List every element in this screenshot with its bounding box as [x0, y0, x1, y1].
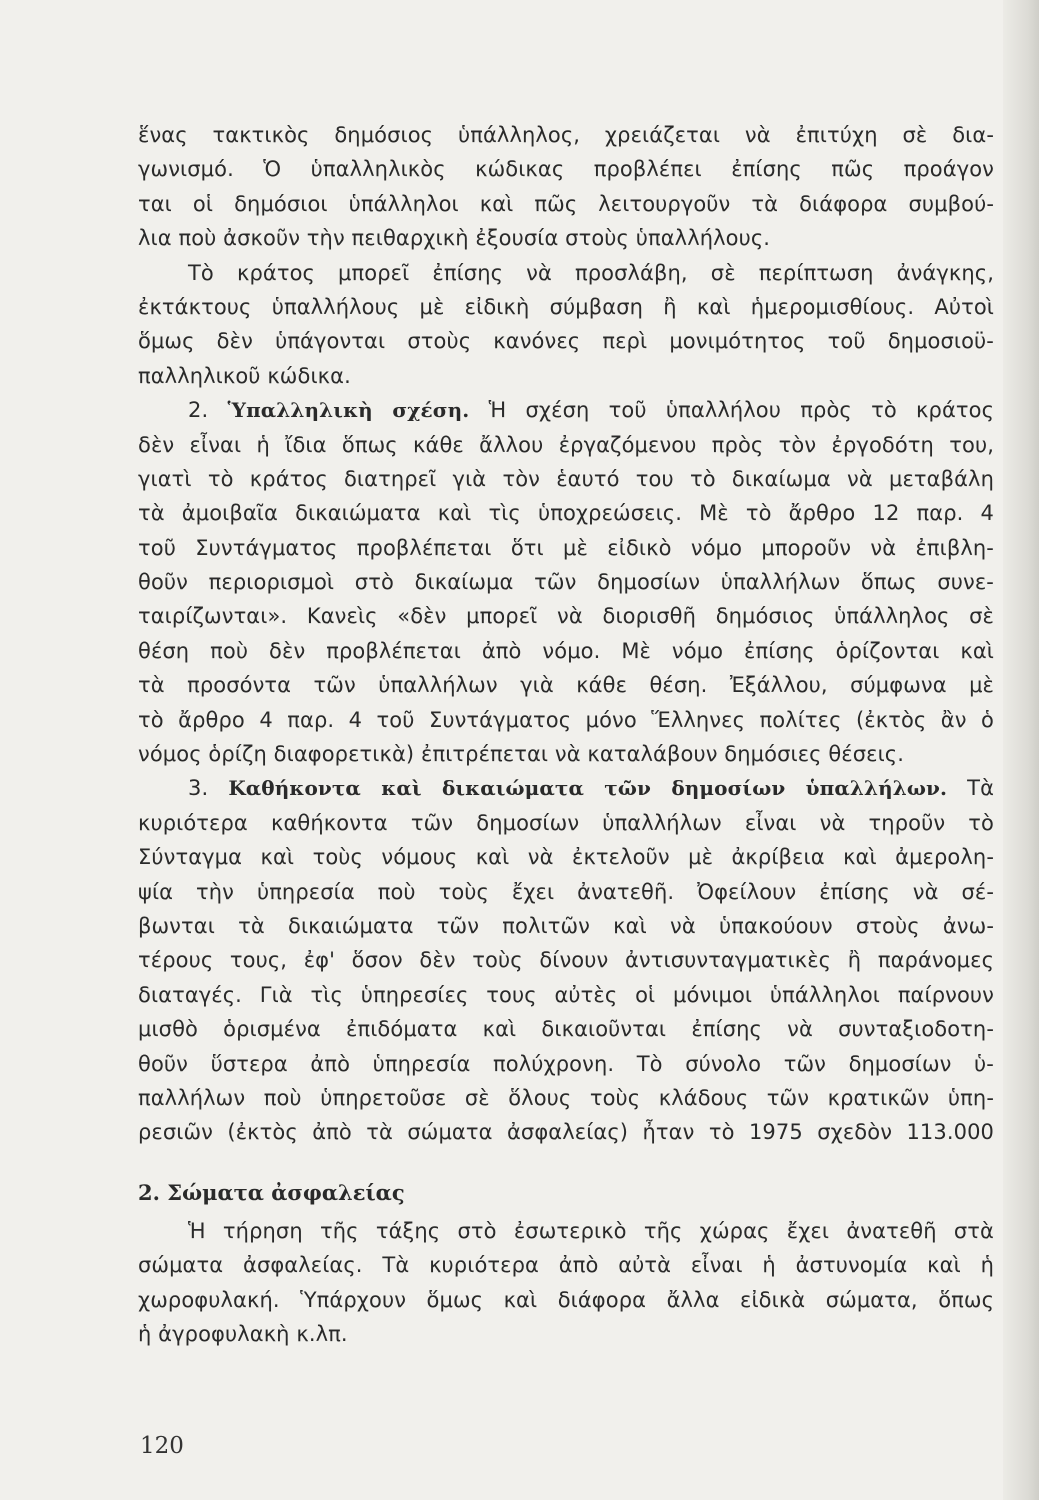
section-spacer — [138, 1150, 994, 1176]
text-line: τοῦ Συντάγματος προβλέπεται ὅτι μὲ εἰδικὸ νόμο μποροῦν νὰ ἐπιβλη- — [138, 535, 994, 560]
text-line: ται οἱ δημόσιοι ὑπάλληλοι καὶ πῶς λειτουργοῦν τὰ διάφορα συμβού- — [138, 191, 994, 216]
text-line: ψία τὴν ὑπηρεσία ποὺ τοὺς ἔχει ἀνατεθῆ. Ὀφείλουν ἐπίσης νὰ σέ- — [138, 879, 994, 904]
section-heading: 2. Σώματα ἀσφαλείας — [138, 1179, 405, 1205]
text-line: Ἡ τήρηση τῆς τάξης στὸ ἐσωτερικὸ τῆς χώρας ἔχει ἀνατεθῆ στὰ — [188, 1218, 994, 1243]
text-line: διαταγές. Γιὰ τὶς ὑπηρεσίες τους αὐτὲς οἱ μόνιμοι ὑπάλληλοι παίρνουν — [138, 982, 994, 1007]
paragraph-security-forces — [138, 1214, 994, 1352]
text-line: τὰ ἀμοιβαῖα δικαιώματα καὶ τὶς ὑποχρεώσεις. Μὲ τὸ ἄρθρο 12 παρ. 4 — [138, 501, 994, 526]
paragraph-duties-rights — [138, 771, 994, 1149]
text-line — [138, 393, 994, 427]
text-line: γιατὶ τὸ κράτος διατηρεῖ γιὰ τὸν ἑαυτό του τὸ δικαίωμα νὰ μεταβάλη — [138, 466, 994, 491]
text-line: Τὸ κράτος μπορεῖ ἐπίσης νὰ προσλάβη, σὲ περίπτωση ἀνάγκης, — [188, 260, 994, 285]
text-line: παλληλικοῦ κώδικα. — [138, 363, 351, 388]
paragraph — [138, 256, 994, 394]
text-run: Ἡ σχέση τοῦ ὑπαλλήλου πρὸς τὸ κράτος — [488, 398, 995, 423]
run-in-heading: Καθήκοντα καὶ δικαιώματα τῶν δημοσίων ὑπαλλήλων. — [228, 776, 948, 801]
text-run: Τὰ — [967, 776, 995, 801]
text-line: λια ποὺ ἀσκοῦν τὴν πειθαρχικὴ ἐξουσία στοὺς ὑπαλλήλους. — [138, 226, 771, 251]
page-number: 120 — [140, 1433, 184, 1459]
text-line: ταιρίζωνται». Κανεὶς «δὲν μπορεῖ νὰ διορισθῆ δημόσιος ὑπάλληλος σὲ — [138, 604, 994, 629]
paragraph — [138, 118, 994, 256]
paragraph-employee-relationship — [138, 393, 994, 771]
page-edge-shadow — [1003, 0, 1039, 1500]
page-text — [138, 118, 994, 1351]
text-line: ρεσιῶν (ἐκτὸς ἀπὸ τὰ σώματα ἀσφαλείας) ἦταν τὸ 1975 σχεδὸν 113.000 — [138, 1120, 994, 1145]
text-line: γωνισμό. Ὁ ὑπαλληλικὸς κώδικας προβλέπει ἐπίσης πῶς προάγον — [138, 157, 994, 182]
text-line: μισθὸ ὁρισμένα ἐπιδόματα καὶ δικαιοῦνται ἐπίσης νὰ συνταξιοδοτη- — [138, 1017, 994, 1042]
run-in-heading: Ὑπαλληλικὴ σχέση. — [227, 398, 470, 423]
paragraph-number: 3. — [188, 776, 209, 801]
text-line: βωνται τὰ δικαιώματα τῶν πολιτῶν καὶ νὰ ὑπακούουν στοὺς ἀνω- — [138, 913, 994, 938]
text-line: Σύνταγμα καὶ τοὺς νόμους καὶ νὰ ἐκτελοῦν μὲ ἀκρίβεια καὶ ἀμερολη- — [138, 845, 994, 870]
text-line: δὲν εἶναι ἡ ἴδια ὅπως κάθε ἄλλου ἐργαζόμενου πρὸς τὸν ἐργοδότη του, — [138, 432, 994, 457]
text-line: θοῦν περιορισμοὶ στὸ δικαίωμα τῶν δημοσίων ὑπαλλήλων ὅπως συνε- — [138, 570, 994, 595]
text-line: θοῦν ὕστερα ἀπὸ ὑπηρεσία πολύχρονη. Τὸ σύνολο τῶν δημοσίων ὑ- — [138, 1051, 994, 1076]
text-line: τὰ προσόντα τῶν ὑπαλλήλων γιὰ κάθε θέση. Ἐξάλλου, σύμφωνα μὲ — [138, 673, 994, 698]
text-line — [138, 771, 994, 805]
text-line: θέση ποὺ δὲν προβλέπεται ἀπὸ νόμο. Μὲ νόμο ἐπίσης ὁρίζονται καὶ — [138, 638, 994, 663]
text-line: χωροφυλακή. Ὑπάρχουν ὅμως καὶ διάφορα ἄλλα εἰδικὰ σώματα, ὅπως — [138, 1287, 994, 1312]
text-line: ὅμως δὲν ὑπάγονται στοὺς κανόνες περὶ μονιμότητος τοῦ δημοσιοϋ- — [138, 329, 994, 354]
text-line: νόμος ὁρίζη διαφορετικὰ) ἐπιτρέπεται νὰ καταλάβουν δημόσιες θέσεις. — [138, 742, 905, 767]
text-line: ἡ ἀγροφυλακὴ κ.λπ. — [138, 1321, 348, 1346]
text-line: παλλήλων ποὺ ὑπηρετοῦσε σὲ ὅλους τοὺς κλάδους τῶν κρατικῶν ὑπη- — [138, 1085, 994, 1110]
text-line: σώματα ἀσφαλείας. Τὰ κυριότερα ἀπὸ αὐτὰ εἶναι ἡ ἀστυνομία καὶ ἡ — [138, 1253, 994, 1278]
text-line: ἐκτάκτους ὑπαλλήλους μὲ εἰδικὴ σύμβαση ἢ καὶ ἡμερομισθίους. Αὐτοὶ — [138, 294, 994, 319]
paragraph-number: 2. — [188, 398, 209, 423]
text-line: τέρους τους, ἐφ' ὅσον δὲν τοὺς δίνουν ἀντισυνταγματικὲς ἢ παράνομες — [138, 948, 994, 973]
text-line: τὸ ἄρθρο 4 παρ. 4 τοῦ Συντάγματος μόνο Ἕλληνες πολίτες (ἐκτὸς ἂν ὁ — [138, 707, 994, 732]
text-line: ἕνας τακτικὸς δημόσιος ὑπάλληλος, χρειάζεται νὰ ἐπιτύχη σὲ δια- — [138, 123, 994, 147]
text-line: κυριότερα καθήκοντα τῶν δημοσίων ὑπαλλήλων εἶναι νὰ τηροῦν τὸ — [138, 810, 994, 835]
